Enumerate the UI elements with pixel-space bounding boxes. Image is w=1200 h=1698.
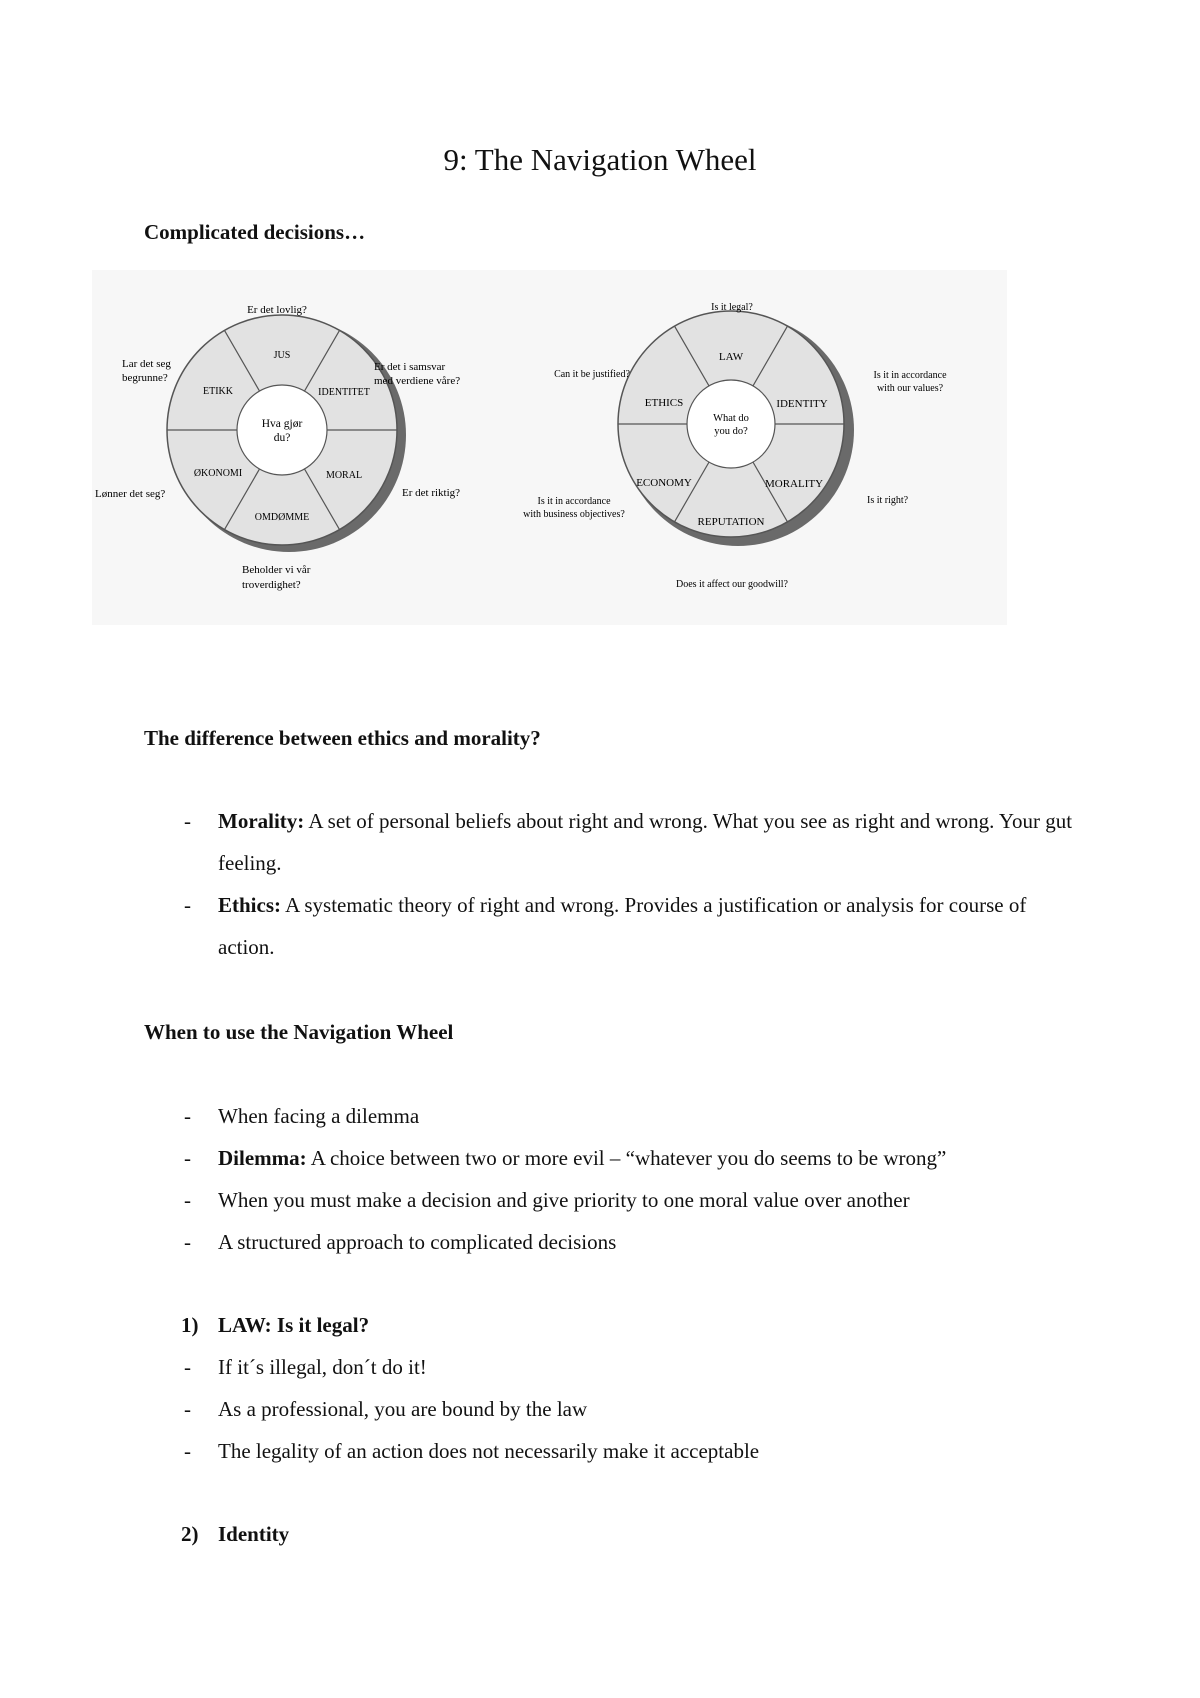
wheel-en-segment-ethics: ETHICS: [644, 397, 684, 409]
definition-term: Ethics:: [218, 893, 281, 917]
page-title: 9: The Navigation Wheel: [443, 142, 757, 177]
wheel-en-question-top: Is it legal?: [711, 302, 753, 313]
heading-when-to-use: When to use the Navigation Wheel: [144, 1020, 454, 1044]
wheel-no-question-top: Er det lovlig?: [247, 304, 307, 316]
wheel-no-center-1: Hva gjør: [261, 418, 303, 430]
wheel-no-question-top-right-1: Er det i samsvar: [374, 361, 446, 373]
bullet-dash: -: [184, 1188, 191, 1212]
section-number: 1): [181, 1313, 199, 1337]
wheel-no-segment-moral: MORAL: [325, 470, 363, 481]
list-item-text: When you must make a decision and give priority to one moral value over another: [218, 1188, 910, 1212]
section-number: 2): [181, 1522, 199, 1546]
bullet-dash: -: [184, 809, 191, 833]
wheel-no-center-2: du?: [273, 432, 291, 444]
wheel-no-question-left: Lønner det seg?: [95, 488, 166, 500]
wheel-no-question-bottom-1: Beholder vi vår: [242, 564, 311, 576]
wheel-no-question-top-right-2: med verdiene våre?: [374, 375, 461, 387]
bullet-dash: -: [184, 1146, 191, 1170]
wheel-en-question-top-right-2: with our values?: [876, 383, 944, 394]
list-item-text: A choice between two or more evil – “whatever you do seems to be wrong”: [306, 1146, 947, 1170]
wheel-no-question-bottom-2: troverdighet?: [242, 579, 301, 591]
wheel-no-segment-etikk: ETIKK: [203, 386, 233, 397]
wheel-en-question-right: Is it right?: [867, 495, 909, 506]
bullet-dash: -: [184, 1230, 191, 1254]
heading-difference: The difference between ethics and morality?: [144, 726, 541, 750]
wheel-no-question-top-left-2: begrunne?: [122, 372, 168, 384]
wheel-en-segment-reputation: REPUTATION: [697, 516, 765, 528]
wheel-no-segment-omdomme: OMDØMME: [254, 512, 310, 523]
bullet-dash: -: [184, 893, 191, 917]
navigation-wheel-svg: [92, 270, 1007, 625]
bullet-dash: -: [184, 1355, 191, 1379]
wheel-en-question-top-left: Can it be justified?: [554, 369, 630, 380]
wheel-no-question-top-left-1: Lar det seg: [122, 358, 171, 370]
heading-complicated-decisions: Complicated decisions…: [144, 220, 366, 244]
wheel-en-question-bottom: Does it affect our goodwill?: [675, 579, 789, 590]
section-title: LAW: Is it legal?: [218, 1313, 370, 1337]
list-item-text: As a professional, you are bound by the law: [218, 1397, 588, 1421]
wheel-no-segment-jus: JUS: [273, 350, 291, 361]
definition-text: A set of personal beliefs about right and wrong. What you see as right and wrong. Your gut feeling.: [218, 809, 1073, 875]
wheel-no-question-right: Er det riktig?: [402, 487, 461, 499]
wheel-en-segment-law: LAW: [718, 351, 744, 363]
list-item-text: The legality of an action does not necessarily make it acceptable: [218, 1439, 760, 1463]
wheel-en-question-left-1: Is it in accordance: [537, 496, 611, 507]
navigation-wheel-figures: [92, 270, 1007, 625]
wheel-en-center-1: What do: [713, 413, 749, 424]
definition-term: Morality:: [218, 809, 305, 833]
wheel-no-hub: [237, 385, 327, 475]
bullet-dash: -: [184, 1104, 191, 1128]
wheel-en-segment-economy: ECONOMY: [636, 477, 692, 489]
wheel-en-hub: [687, 380, 775, 468]
wheel-en-question-left-2: with business objectives?: [523, 509, 625, 520]
list-item-text: When facing a dilemma: [218, 1104, 420, 1128]
wheel-no-segment-okonomi: ØKONOMI: [193, 468, 243, 479]
bullet-dash: -: [184, 1439, 191, 1463]
bullet-dash: -: [184, 1397, 191, 1421]
wheel-en-center-2: you do?: [714, 426, 748, 437]
wheel-en-segment-identity: IDENTITY: [776, 398, 828, 410]
wheel-en-segment-morality: MORALITY: [764, 478, 824, 490]
wheel-no-segment-identitet: IDENTITET: [318, 387, 370, 398]
section-title: Identity: [218, 1522, 290, 1546]
list-item-term: Dilemma:: [218, 1146, 307, 1170]
list-item-text: If it´s illegal, don´t do it!: [218, 1355, 427, 1379]
definition-text: A systematic theory of right and wrong. Provides a justification or analysis for course of action.: [218, 893, 1027, 959]
wheel-en-question-top-right-1: Is it in accordance: [873, 370, 947, 381]
list-item-text: A structured approach to complicated decisions: [218, 1230, 617, 1254]
